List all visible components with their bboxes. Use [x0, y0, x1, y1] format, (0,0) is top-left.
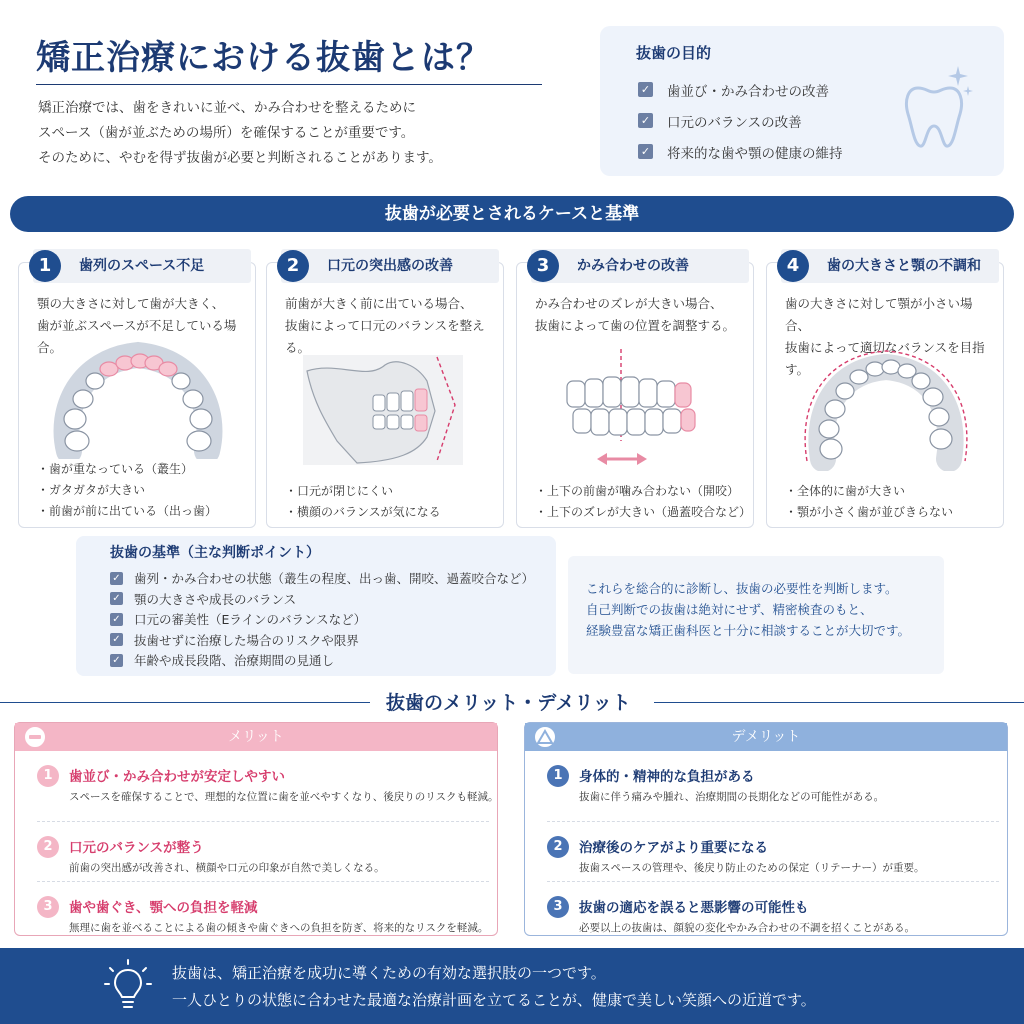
- card-title: 口元の突出感の改善: [327, 258, 453, 274]
- minus-badge-icon: [23, 725, 47, 749]
- card-bullet: ・ 横顔のバランスが気になる: [285, 502, 441, 523]
- criteria-item: [110, 589, 534, 610]
- demerit-item: [547, 821, 999, 879]
- demerit-header: [525, 723, 1007, 751]
- footer-line: 一人ひとりの状態に合わせた最適な治療計画を立てることが、健康で美しい笑顔への近道です。: [172, 991, 816, 1009]
- check-icon: ✓: [110, 654, 123, 667]
- merit-item: [37, 881, 489, 939]
- card-desc-line: かみ合わせのズレが大きい場合、: [535, 296, 723, 311]
- check-icon: ✓: [110, 633, 123, 646]
- criteria-item-label: 年齢や成長段階、治療期間の見通し: [134, 653, 335, 669]
- card-bullet: ・ 口元が閉じにくい: [285, 481, 441, 502]
- criteria-item-label: 抜歯せずに治療した場合のリスクや限界: [134, 632, 359, 648]
- criteria-item-label: 顎の大きさや成長のバランス: [134, 591, 297, 607]
- page-title: 矯正治療における抜歯とは？: [36, 38, 491, 78]
- small-jaw-arch-illustration: [777, 341, 995, 471]
- card-header: [281, 249, 499, 283]
- criteria-item: [110, 568, 534, 589]
- card-bullet: ・ ガタガタが大きい: [37, 480, 217, 501]
- profile-jaw-illustration: [277, 341, 495, 471]
- card-title: 歯の大きさと顎の不調和: [827, 258, 981, 274]
- demerit-item: [547, 881, 999, 939]
- criteria-item: [110, 609, 534, 630]
- purpose-title: 抜歯の目的: [636, 44, 712, 62]
- summary-line: 経験豊富な矯正歯科医と十分に相談することが大切です。: [586, 623, 911, 638]
- merit-label: メリット: [228, 729, 284, 745]
- card-bullet: ・ 全体的に歯が大きい: [785, 481, 953, 502]
- card-number: 1: [29, 250, 61, 282]
- check-icon: ✓: [638, 113, 653, 128]
- card-desc-line: 抜歯によって歯の位置を調整する。: [535, 318, 736, 333]
- footer-line: 抜歯は、矯正治療を成功に導くための有効な選択肢の一つです。: [172, 964, 606, 982]
- purpose-item: [638, 136, 843, 167]
- lightbulb-icon: [104, 958, 152, 1014]
- demerit-number: 1: [547, 765, 569, 787]
- merit-title: 歯や歯ぐき、顎への負担を軽減: [69, 900, 258, 916]
- merit-number: 3: [37, 896, 59, 918]
- card-bullet: ・ 顎が小さく歯が並びきらない: [785, 502, 953, 523]
- demerit-number: 3: [547, 896, 569, 918]
- case-card-1: [18, 255, 256, 528]
- purpose-item-label: 将来的な歯や顎の健康の維持: [667, 145, 843, 162]
- summary-line: これらを総合的に診断し、抜歯の必要性を判断します。: [586, 581, 898, 596]
- merit-item: [37, 761, 499, 819]
- criteria-item-label: 歯列・かみ合わせの状態（叢生の程度、出っ歯、開咬、過蓋咬合など）: [134, 571, 535, 587]
- purpose-list: [638, 74, 843, 167]
- card-bullets: [535, 481, 751, 523]
- footer-message: [172, 960, 816, 1014]
- merit-header: [15, 723, 497, 751]
- check-icon: ✓: [638, 82, 653, 97]
- purpose-panel: [600, 26, 1004, 176]
- merit-panel: [14, 722, 498, 936]
- summary-note: [568, 556, 944, 674]
- section-rule: [0, 702, 370, 703]
- card-desc-line: 顎の大きさに対して歯が大きく、: [37, 296, 225, 311]
- demerit-label: デメリット: [731, 729, 801, 745]
- criteria-title: 抜歯の基準（主な判断ポイント）: [110, 545, 320, 561]
- criteria-list: [110, 568, 534, 671]
- card-bullets: [285, 481, 441, 523]
- card-desc-line: 歯が並ぶスペースが不足している場合。: [37, 318, 237, 355]
- card-header: [33, 249, 251, 283]
- intro-line: スペース（歯が並ぶための場所）を確保することが重要です。: [38, 125, 415, 141]
- criteria-item: [110, 650, 534, 671]
- merits-section-title: 抜歯のメリット・デメリット: [386, 692, 631, 714]
- card-header: [781, 249, 999, 283]
- merit-item: [37, 821, 489, 879]
- card-bullet: ・ 歯が重なっている（叢生）: [37, 459, 217, 480]
- warning-triangle-icon: [533, 725, 557, 749]
- criteria-panel: [76, 536, 556, 676]
- card-number: 4: [777, 250, 809, 282]
- purpose-item: [638, 105, 843, 136]
- card-bullet: ・ 上下のズレが大きい（過蓋咬合など）: [535, 502, 751, 523]
- merit-title: 口元のバランスが整う: [69, 840, 204, 856]
- footer-banner: [0, 948, 1024, 1024]
- merit-desc: 前歯の突出感が改善され、横顔や口元の印象が自然で美しくなる。: [69, 862, 385, 874]
- merit-desc: 無理に歯を並べることによる歯の傾きや歯ぐきへの負担を防ぎ、将来的なリスクを軽減。: [69, 922, 489, 934]
- purpose-item-label: 口元のバランスの改善: [667, 114, 802, 131]
- card-desc-line: 抜歯によって口元のバランスを整える。: [285, 318, 485, 355]
- check-icon: ✓: [638, 144, 653, 159]
- merit-number: 2: [37, 836, 59, 858]
- section-rule: [654, 702, 1024, 703]
- purpose-item-label: 歯並び・かみ合わせの改善: [667, 83, 829, 100]
- tooth-sparkle-icon: [898, 60, 978, 160]
- card-desc-line: 抜歯によって適切なバランスを目指す。: [785, 340, 985, 377]
- card-title: 歯列のスペース不足: [79, 258, 205, 274]
- demerit-title: 抜歯の適応を誤ると悪影響の可能性も: [579, 900, 809, 916]
- check-icon: ✓: [110, 592, 123, 605]
- merit-title: 歯並び・かみ合わせが安定しやすい: [69, 769, 285, 785]
- demerit-desc: 抜歯スペースの管理や、後戻り防止のための保定（リテーナー）が重要。: [579, 862, 925, 874]
- card-number: 2: [277, 250, 309, 282]
- demerit-desc: 抜歯に伴う痛みや腫れ、治療期間の長期化などの可能性がある。: [579, 791, 885, 803]
- intro-line: そのために、やむを得ず抜歯が必要と判断されることがあります。: [38, 150, 442, 166]
- card-bullets: [785, 481, 953, 523]
- demerit-panel: [524, 722, 1008, 936]
- card-desc-line: 前歯が大きく前に出ている場合、: [285, 296, 473, 311]
- title-underline: [36, 84, 542, 85]
- check-icon: ✓: [110, 613, 123, 626]
- criteria-item: [110, 630, 534, 651]
- card-bullet: ・ 上下の前歯が噛み合わない（開咬）: [535, 481, 751, 502]
- merit-number: 1: [37, 765, 59, 787]
- demerit-desc: 必要以上の抜歯は、顔貌の変化やかみ合わせの不調を招くことがある。: [579, 922, 915, 934]
- purpose-item: [638, 74, 843, 105]
- merit-desc: スペースを確保することで、理想的な位置に歯を並べやすくなり、後戻りのリスクも軽減。: [69, 791, 499, 803]
- check-icon: ✓: [110, 572, 123, 585]
- cases-banner: 抜歯が必要とされるケースと基準: [10, 196, 1014, 232]
- card-desc-line: 歯の大きさに対して顎が小さい場合、: [785, 296, 973, 333]
- bite-misalignment-illustration: [527, 341, 745, 471]
- card-number: 3: [527, 250, 559, 282]
- case-card-4: [766, 255, 1004, 528]
- case-card-3: [516, 255, 754, 528]
- demerit-number: 2: [547, 836, 569, 858]
- demerit-item: [547, 761, 999, 819]
- demerit-title: 身体的・精神的な負担がある: [579, 769, 755, 785]
- card-bullets: [37, 459, 217, 522]
- card-bullet: ・ 前歯が前に出ている（出っ歯）: [37, 501, 217, 522]
- card-header: [531, 249, 749, 283]
- case-card-2: [266, 255, 504, 528]
- crowded-arch-illustration: [29, 341, 247, 459]
- criteria-item-label: 口元の審美性（Eラインのバランスなど）: [134, 612, 367, 628]
- demerit-title: 治療後のケアがより重要になる: [579, 840, 768, 856]
- intro-text: [38, 96, 558, 171]
- card-title: かみ合わせの改善: [577, 258, 689, 274]
- summary-line: 自己判断での抜歯は絶対にせず、精密検査のもと、: [586, 602, 873, 617]
- card-desc: [535, 293, 747, 337]
- intro-line: 矯正治療では、歯をきれいに並べ、かみ合わせを整えるために: [38, 100, 416, 116]
